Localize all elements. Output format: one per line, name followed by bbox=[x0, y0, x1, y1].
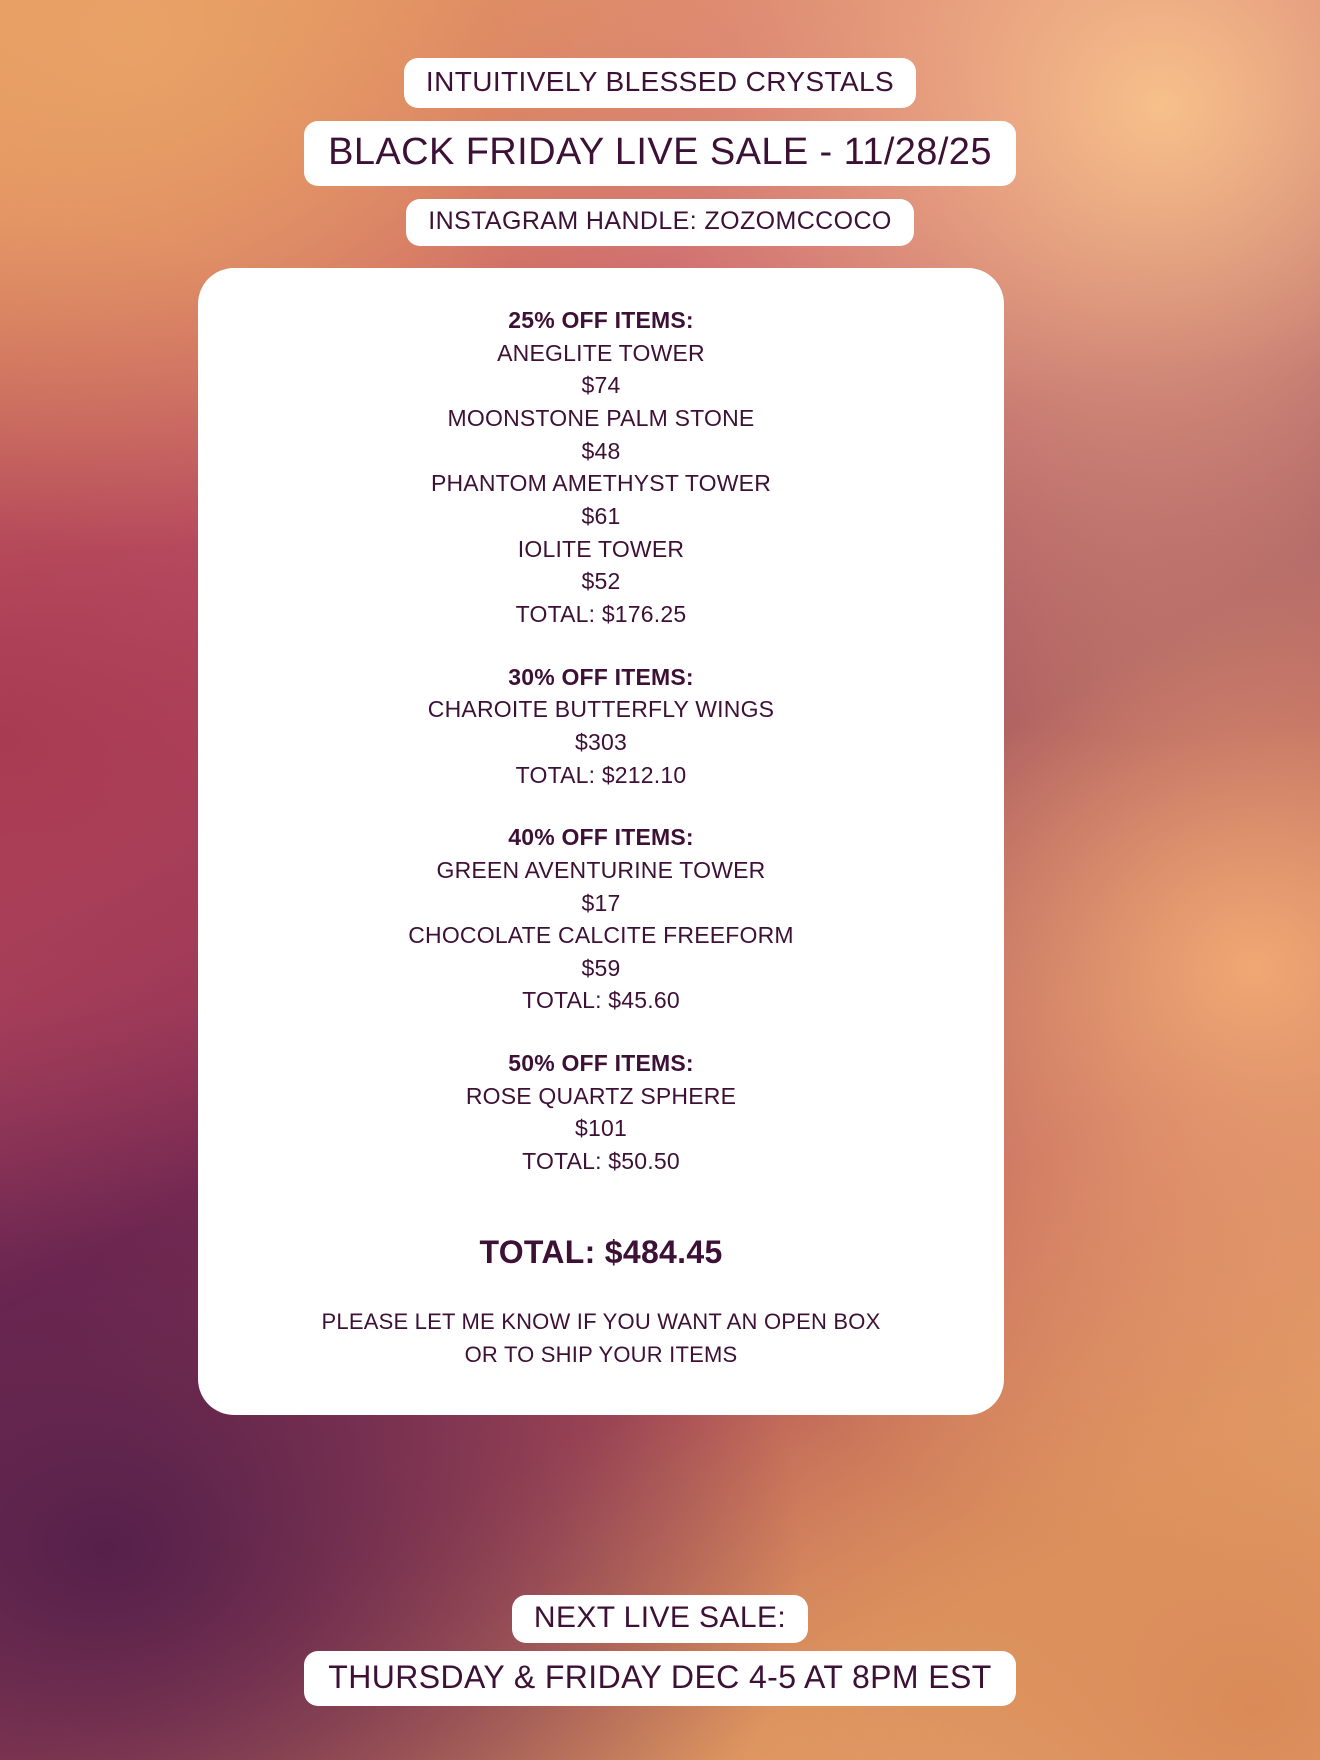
next-sale-datetime: THURSDAY & FRIDAY DEC 4-5 AT 8PM EST bbox=[304, 1651, 1015, 1706]
discount-section-50 bbox=[238, 1047, 964, 1178]
shipping-note-line-2: OR TO SHIP YOUR ITEMS bbox=[464, 1341, 738, 1367]
item-name: ANEGLITE TOWER bbox=[497, 339, 705, 366]
item-price: $61 bbox=[581, 502, 621, 529]
instagram-handle: INSTAGRAM HANDLE: ZOZOMCCOCO bbox=[406, 199, 914, 246]
page-title: BLACK FRIDAY LIVE SALE - 11/28/25 bbox=[304, 121, 1016, 186]
discount-section-25 bbox=[238, 304, 964, 631]
brand-title: INTUITIVELY BLESSED CRYSTALS bbox=[404, 58, 916, 108]
section-heading: 30% OFF ITEMS: bbox=[508, 663, 694, 690]
item-name: CHAROITE BUTTERFLY WINGS bbox=[427, 696, 775, 723]
handle-row bbox=[0, 186, 1320, 246]
item-name: CHOCOLATE CALCITE FREEFORM bbox=[408, 922, 794, 949]
item-price: $48 bbox=[581, 437, 621, 464]
next-sale-label: NEXT LIVE SALE: bbox=[512, 1595, 808, 1643]
section-heading: 50% OFF ITEMS: bbox=[508, 1050, 694, 1077]
poster-header bbox=[0, 0, 1320, 246]
brand-row bbox=[0, 58, 1320, 108]
main-title-row bbox=[0, 108, 1320, 186]
section-total: TOTAL: $176.25 bbox=[515, 600, 687, 627]
items-card bbox=[198, 268, 1004, 1415]
item-name: PHANTOM AMETHYST TOWER bbox=[430, 470, 772, 497]
item-name: IOLITE TOWER bbox=[517, 535, 685, 562]
poster-footer bbox=[0, 1595, 1320, 1706]
discount-section-40 bbox=[238, 821, 964, 1017]
discount-section-30 bbox=[238, 661, 964, 792]
item-name: GREEN AVENTURINE TOWER bbox=[436, 856, 766, 883]
footer-row-2 bbox=[0, 1643, 1320, 1706]
item-price: $52 bbox=[581, 568, 621, 595]
item-price: $74 bbox=[581, 372, 621, 399]
section-heading: 25% OFF ITEMS: bbox=[508, 307, 694, 333]
section-total: TOTAL: $212.10 bbox=[515, 761, 687, 788]
item-price: $17 bbox=[581, 889, 621, 916]
shipping-note-line-1: PLEASE LET ME KNOW IF YOU WANT AN OPEN BOX bbox=[321, 1308, 881, 1334]
footer-row-1 bbox=[0, 1595, 1320, 1643]
item-price: $101 bbox=[575, 1115, 627, 1142]
section-total: TOTAL: $45.60 bbox=[522, 987, 680, 1014]
item-price: $303 bbox=[575, 728, 627, 755]
grand-total: TOTAL: $484.45 bbox=[479, 1233, 723, 1270]
section-heading: 40% OFF ITEMS: bbox=[508, 824, 694, 851]
section-total: TOTAL: $50.50 bbox=[522, 1148, 680, 1175]
shipping-note bbox=[238, 1305, 964, 1371]
item-name: MOONSTONE PALM STONE bbox=[447, 404, 755, 431]
item-name: ROSE QUARTZ SPHERE bbox=[465, 1082, 737, 1109]
item-price: $59 bbox=[581, 954, 621, 981]
